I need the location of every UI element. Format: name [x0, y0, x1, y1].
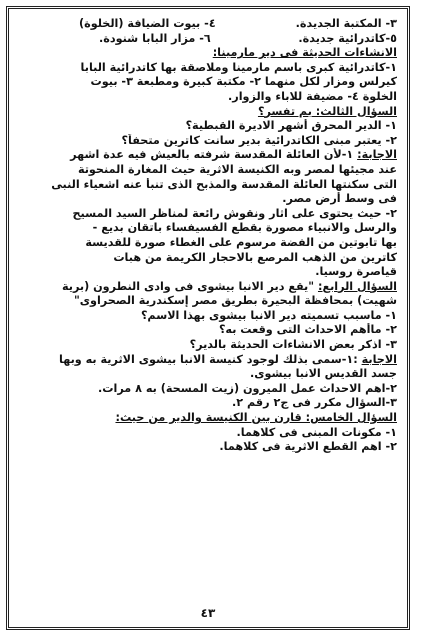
paragraph-line: التى سكنتها العائلة المقدسة والمذبح الذى تنبأ عنه اشعياء النبى — [51, 177, 397, 191]
paragraph-line: والرسل والانبياء مصورة بقطع الفسيفساء باتقان بديع - — [92, 221, 397, 235]
paragraph-line: بها تابوتين من الفضة مرسوم على الغطاء صورة للقديسة — [85, 235, 397, 249]
paragraph-line: ٢- حيث يحتوى على اثار ونقوش رائعة لمناظر السيد المسيح — [72, 206, 397, 220]
question-line: ٢- ماأهم الاحداث التى وقعت به؟ — [218, 323, 397, 337]
paragraph-line: كاترين من الذهب المرصع بالاحجار الكريمة من هبات — [113, 250, 397, 264]
question-line: ١- الدير المحرق أشهر الاديرة القبطية؟ — [185, 119, 397, 133]
paragraph-line: الخلوة ٤- مضيفة للاباء والزوار. — [228, 89, 397, 103]
list-item: ٣- المكتبة الجديدة. — [295, 17, 397, 30]
paragraph-line: عند مجيئها لمصر وبه الكنيسة الاثرية حيث المغارة المنحوتة — [77, 162, 397, 176]
list-item: ٤- بيوت الضيافة (الخلوة) — [79, 17, 216, 30]
paragraph-line: ٢-اهم الاحداث عمل الميرون (زيت المسحة) به ٨ مرات. — [98, 381, 397, 395]
paragraph-line: ١-كاتدرائية كبرى باسم مارمينا وملاصقة بها كاتدرائية البابا — [80, 60, 397, 74]
paragraph-line: ٣-السؤال مكرر فى ج٢ رقم ٢. — [232, 396, 397, 410]
question-line: ١- مكونات المبنى فى كلاهما. — [236, 425, 397, 439]
paragraph-line: جسد القديس الانبا بيشوى. — [250, 367, 397, 381]
list-row — [19, 17, 397, 32]
question-line: ٢- يعتبر مبنى الكاتدرائية بدير سانت كاترين متحفاً؟ — [121, 133, 397, 147]
page-frame — [6, 6, 410, 630]
answer-label: الاجابة: — [357, 148, 397, 162]
question-line: ٢- اهم القطع الاثرية فى كلاهما. — [219, 440, 397, 454]
list-item: ٦- مزار البابا شنودة. — [99, 31, 211, 45]
paragraph-line: :١-سمى بذلك لوجود كنيسة الانبا بيشوى الاثرية به وبها — [59, 352, 358, 366]
paragraph-line: شهيت) بمحافظة البحيرة بطريق مصر إسكندرية الصحراوى" — [73, 294, 397, 308]
section-heading: السؤال الخامس: قارن بين الكنيسة والدير من حيث: — [115, 411, 397, 425]
list-item: ٥-كاتدرائية جديدة. — [298, 31, 397, 45]
paragraph-line: ١-لأن العائلة المقدسة شرفته بالعيش فيه عدة اشهر — [70, 148, 354, 162]
paragraph-line: فى وسط أرض مصر. — [282, 192, 397, 206]
answer-label: الاجابة — [361, 352, 397, 366]
section-heading: السؤال الثالث: بم تفسر؟ — [257, 104, 397, 118]
section-heading: الانشاءات الحديثة فى دير مارمينا: — [212, 46, 397, 60]
list-row — [19, 32, 397, 47]
page-number: ٤٣ — [200, 606, 216, 620]
document-body — [19, 17, 397, 601]
paragraph-line: "يقع دير الانبا بيشوى فى وادى النطرون (برية — [61, 279, 315, 293]
paragraph-line: كيرلس ومزار لكل منهما ٢- مكتبة كبيرة ومطبعة ٣- بيوت — [90, 75, 397, 89]
section-heading: السؤال الرابع: — [317, 279, 397, 293]
paragraph-line: قياصرة روسيا. — [315, 265, 397, 279]
question-line: ٣- اذكر بعض الانشاءات الحديثة بالدير؟ — [189, 338, 397, 352]
question-line: ١- ماسبب تسميته دير الانبا بيشوى بهذا الاسم؟ — [140, 308, 397, 322]
